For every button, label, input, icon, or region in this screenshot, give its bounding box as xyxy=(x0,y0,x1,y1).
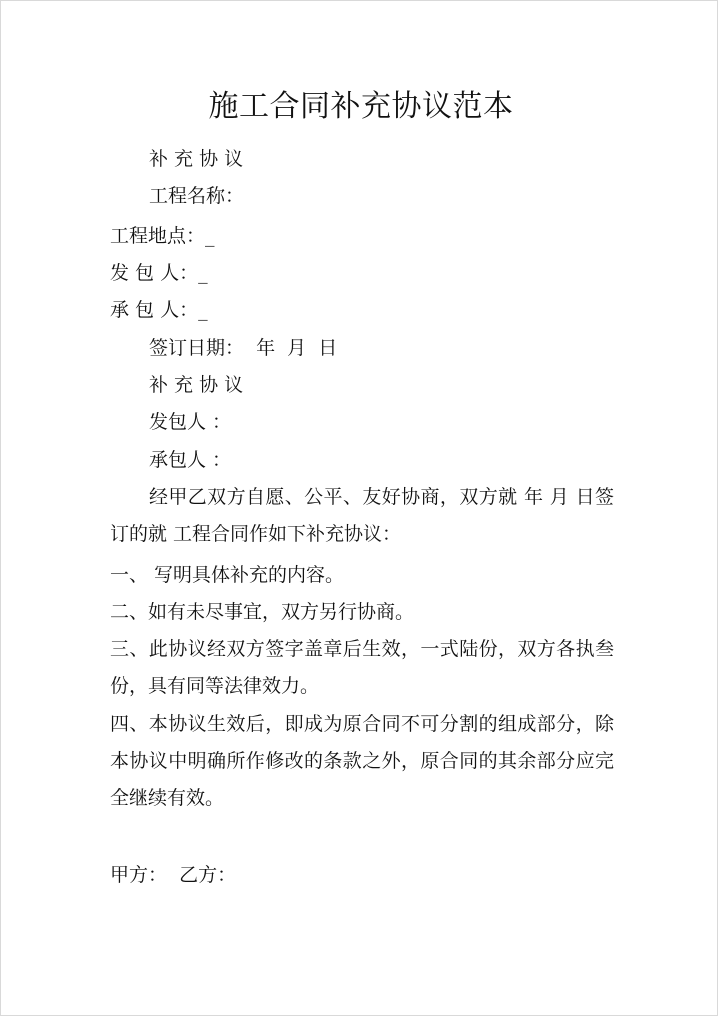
party-contractor: 承包人 ： xyxy=(149,449,232,471)
agreement-heading: 补 充 协 议 xyxy=(149,374,244,396)
project-location-field: 工程地点：_ xyxy=(110,225,215,247)
contractor-field: 承 包 人：_ xyxy=(110,299,208,321)
signature-line: 甲方： 乙方： xyxy=(110,864,237,886)
supplement-heading: 补 充 协 议 xyxy=(149,148,244,170)
clause-4: 四、本协议生效后，即成为原合同不可分割的组成部分，除本协议中明确所作修改的条款之外，原合同的其余部分应完全继续有效。 xyxy=(110,713,614,809)
party-employer: 发包人 ： xyxy=(149,411,232,433)
clause-1: 一、 写明具体补充的内容。 xyxy=(110,564,345,586)
signing-date: 签订日期： 年 月 日 xyxy=(149,337,338,359)
employer-field: 发 包 人：_ xyxy=(110,262,208,284)
document-title: 施工合同补充协议范本 xyxy=(208,89,514,124)
intro-paragraph: 经甲乙双方自愿、公平、友好协商，双方就 年 月 日签订的就 工程合同作如下补充协议： xyxy=(110,486,614,545)
clause-2: 二、如有未尽事宜，双方另行协商。 xyxy=(110,601,415,623)
clause-3: 三、此协议经双方签字盖章后生效，一式陆份，双方各执叁份，具有同等法律效力。 xyxy=(110,638,614,697)
project-name-field: 工程名称： xyxy=(149,185,245,207)
